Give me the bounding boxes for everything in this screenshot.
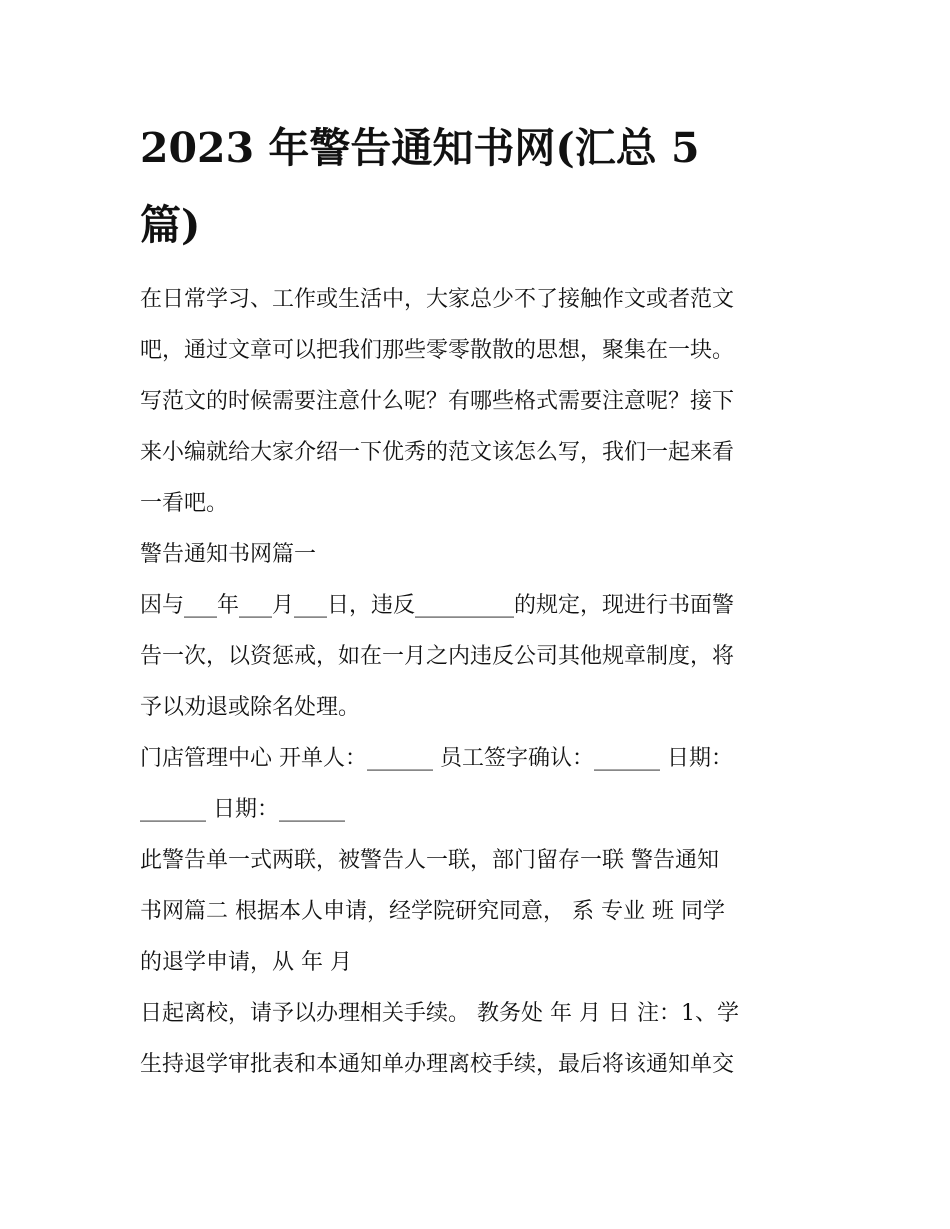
warning-paragraph (140, 580, 820, 733)
text-line: 写范文的时候需要注意什么呢？有哪些格式需要注意呢？接下 (140, 389, 735, 414)
text-line: 门店管理中心 开单人：______ 员工签字确认：______ 日期： (140, 746, 733, 771)
text-line: 告一次，以资惩戒，如在一月之内违反公司其他规章制度，将 (140, 644, 735, 669)
notice-paragraph (140, 835, 820, 988)
text-line: 一看吧。 (140, 491, 229, 516)
text-line: 书网篇二 根据本人申请，经学院研究同意， 系 专业 班 同学 (140, 899, 725, 924)
intro-paragraph (140, 274, 820, 529)
signature-paragraph (140, 733, 820, 835)
text-line: 生持退学审批表和本通知单办理离校手续，最后将该通知单交 (140, 1052, 735, 1077)
text-line: ______ 日期：______ (140, 797, 345, 822)
text-line: 此警告单一式两联，被警告人一联，部门留存一联 警告通知 (140, 848, 719, 873)
text-line: 因与___年___月___日，违反_________的规定，现进行书面警 (140, 593, 735, 618)
text-line: 吧，通过文章可以把我们那些零零散散的思想，聚集在一块。 (140, 338, 735, 363)
departure-paragraph (140, 988, 820, 1090)
text-line: 在日常学习、工作或生活中，大家总少不了接触作文或者范文 (140, 287, 735, 312)
text-line: 来小编就给大家介绍一下优秀的范文该怎么写，我们一起来看 (140, 440, 735, 465)
text-line: 予以劝退或除名处理。 (140, 695, 361, 720)
title-line: 2023 年警告通知书网(汇总 5 (140, 124, 700, 172)
title-line: 篇) (140, 201, 201, 249)
section-heading (140, 529, 820, 580)
document-body (140, 274, 820, 1090)
page-title (140, 110, 820, 264)
text-line: 日起离校，请予以办理相关手续。 教务处 年 月 日 注：1、学 (140, 1001, 739, 1026)
text-line: 的退学申请，从 年 月 (140, 950, 352, 975)
section-heading-text: 警告通知书网篇一 (140, 542, 317, 567)
document-page (140, 110, 820, 1090)
